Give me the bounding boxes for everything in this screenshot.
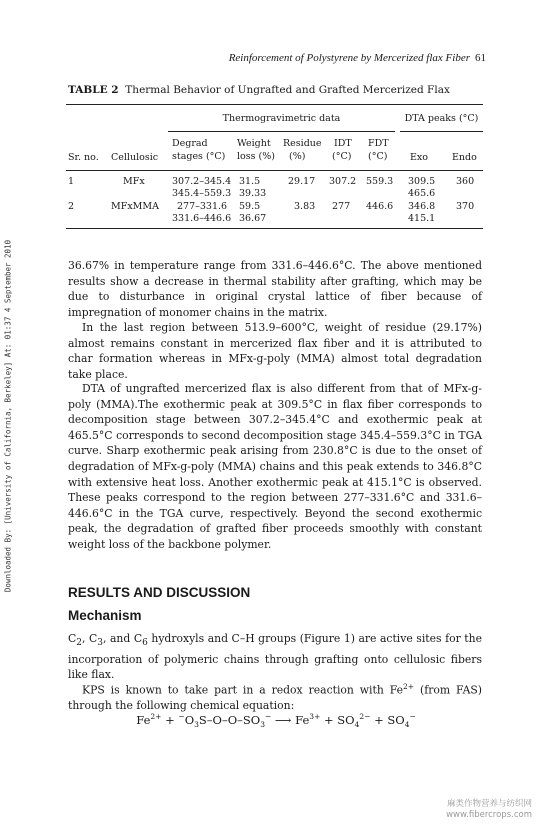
col-header-weight-unit: loss (%) [237,151,275,162]
table-row-1-srno: 1 [68,176,75,187]
table-bottom-rule [66,228,483,229]
eq-oxygen: O [184,712,195,727]
table-caption [68,84,450,96]
col-header-residue: Residue [283,138,322,149]
table-row-1-idt: 307.2 [329,176,357,187]
table-row-2-endo: 370 [456,201,475,212]
carbon-separator-2: , and [102,632,134,645]
carbon-c2: C [68,632,77,645]
redox-equation [0,712,552,729]
eq-arrow: ⟶ [271,712,296,727]
eq-fe-b: Fe [295,712,310,727]
paragraph-dta: DTA of ungrafted mercerized flax is also different from that of MFx-g-poly (MMA).The exothermic peak at 309.5°C in flax fiber corresponds to decomposition stage between 307.2–345.4°C and exothermic peak at 465.5°C corresponds to second decomposition stage 345.4–559.3°C in TGA curve. Sharp exothermic peak arising from 230.8°C is due to the onset of degradation of MFx-g-poly (MMA) chains and this peak extends to 346.8°C with extensive heat loss. Another exothermic peak at 415.1°C is observed. These peaks correspond to the region between 277–331.6°C and 331.6–446.6°C in the TGA curve, respectively. Beyond the second exothermic peak, the degradation of grafted fiber proceeds smoothly with constant weight loss of the backbone polymer. [68,382,482,551]
col-header-weight: Weight [237,138,271,149]
table-row-1-exo-b: 465.6 [408,188,436,199]
eq-peroxide-chain: S–O–O–SO [198,712,261,727]
table-row-2-residue: 3.83 [294,201,316,212]
paragraph-kps-text-b: (from FAS) through the following chemical equation: [68,683,483,713]
carbon-c3-sub: 3 [97,638,103,649]
table-row-1-weight-a: 31.5 [239,176,261,187]
col-header-exo: Exo [410,152,429,163]
eq-fe-b-charge: 3+ [309,712,321,721]
eq-sulfate-b: SO [387,712,405,727]
eq-fe-a-charge: 2+ [150,712,162,721]
table-row-2-exo-b: 415.1 [408,213,436,224]
page-number: 61 [475,52,486,64]
table-row-1-exo-a: 309.5 [408,176,436,187]
paragraph-kps-text-a: KPS is known to take part in a redox reaction with Fe [82,683,404,697]
table-row-2-idt: 277 [332,201,351,212]
eq-so3-charge: − [264,712,272,721]
eq-fe-a: Fe [136,712,151,727]
paragraph-thermal-stability: 36.67% in temperature range from 331.6–446.6°C. The above mentioned results show a decrease in thermal stability after grafting, which may be due to disturbance in original crystal lattice of fiber because of impregnation of monomer chains in the matrix. [68,259,482,319]
paragraph-active-sites-text: hydroxyls and C–H groups (Figure 1) are active sites for the incorporation of polymeric chains through grafting onto cellulosic fibers like flax. [68,632,482,682]
table-row-2-fdt: 446.6 [366,201,394,212]
table-caption-text: Thermal Behavior of Ungrafted and Grafted Mercerized Flax [125,84,450,96]
col-header-residue-unit: (%) [289,151,306,162]
table-row-1-endo: 360 [456,176,475,187]
eq-so3-sub: 3 [260,720,265,730]
table-row-2-cellulosic: MFxMMA [111,201,159,212]
tg-group-header: Thermogravimetric data [222,113,341,124]
running-head [0,52,552,68]
download-watermark [2,236,14,596]
eq-oxygen-sub: 3 [194,720,199,730]
col-header-endo: Endo [452,152,477,163]
col-header-srno: Sr. no. [68,152,99,163]
running-title: Reinforcement of Polystyrene by Mercerized flax Fiber [228,52,470,64]
table-row-2-weight-a: 59.5 [239,201,261,212]
carbon-c2-sub: 2 [76,638,82,649]
table-row-2-srno: 2 [68,201,75,212]
eq-plus-2: + [320,712,338,727]
carbon-separator-1: , [82,632,89,645]
eq-sulfate-a-sub: 4 [354,720,360,730]
subsection-heading-mechanism: Mechanism [68,608,142,623]
carbon-c3: C [88,632,98,645]
carbon-c6: C [133,632,143,645]
col-header-idt: IDT [334,138,352,149]
col-header-fdt-unit: (°C) [368,151,388,162]
paragraph-kps-sup: 2+ [403,682,415,691]
corner-watermark-line-2: www.fibercrops.com [446,810,532,820]
table-header-rule [66,170,483,171]
eq-plus-1: + [161,712,179,727]
table-row-2-exo-a: 346.8 [408,201,436,212]
eq-neg-charge: − [178,712,185,721]
table-caption-label: TABLE 2 [68,84,119,96]
col-header-cellulosic: Cellulosic [111,152,159,163]
eq-sulfate-a: SO [337,712,355,727]
download-watermark-text: Downloaded By: [University of California, Berkeley] At: 01:37 4 September 2010 [3,239,13,593]
paragraph-kps-redox [68,679,482,714]
table-top-rule [66,104,483,105]
tg-group-rule [168,131,395,132]
table-row-1-fdt: 559.3 [366,176,394,187]
eq-plus-3: + [370,712,388,727]
paragraph-active-sites [68,631,482,683]
col-header-degrad-unit: stages (°C) [172,151,226,162]
corner-watermark [446,799,532,821]
table-row-1-degrad-b: 345.4–559.3 [172,188,232,199]
eq-sulfate-a-charge: 2− [359,712,371,721]
table-row-1-degrad-a: 307.2–345.4 [172,176,232,187]
table-row-1-cellulosic: MFx [123,176,145,187]
dta-group-rule [400,131,483,132]
table-row-2-degrad-b: 331.6–446.6 [172,213,232,224]
table-row-2-weight-b: 36.67 [239,213,267,224]
carbon-c6-sub: 6 [142,638,148,649]
eq-sulfate-b-sub: 4 [404,720,410,730]
col-header-degrad: Degrad [172,138,208,149]
table-row-2-degrad-a: 277–331.6 [177,201,228,212]
section-heading-results: RESULTS AND DISCUSSION [68,585,251,600]
paragraph-residue: In the last region between 513.9–600°C, weight of residue (29.17%) almost remains constant in mercerized flax fiber and it is attributed to char formation whereas in MFx-g-poly (MMA) almost total degradation take place. [68,321,482,381]
dta-group-header: DTA peaks (°C) [404,113,479,124]
col-header-fdt: FDT [368,138,389,149]
eq-sulfate-b-charge: − [409,712,416,721]
table-row-1-residue: 29.17 [288,176,316,187]
corner-watermark-line-1: 麻类作物营养与纺织网 [446,799,532,809]
table-row-1-weight-b: 39.33 [239,188,267,199]
col-header-idt-unit: (°C) [332,151,352,162]
